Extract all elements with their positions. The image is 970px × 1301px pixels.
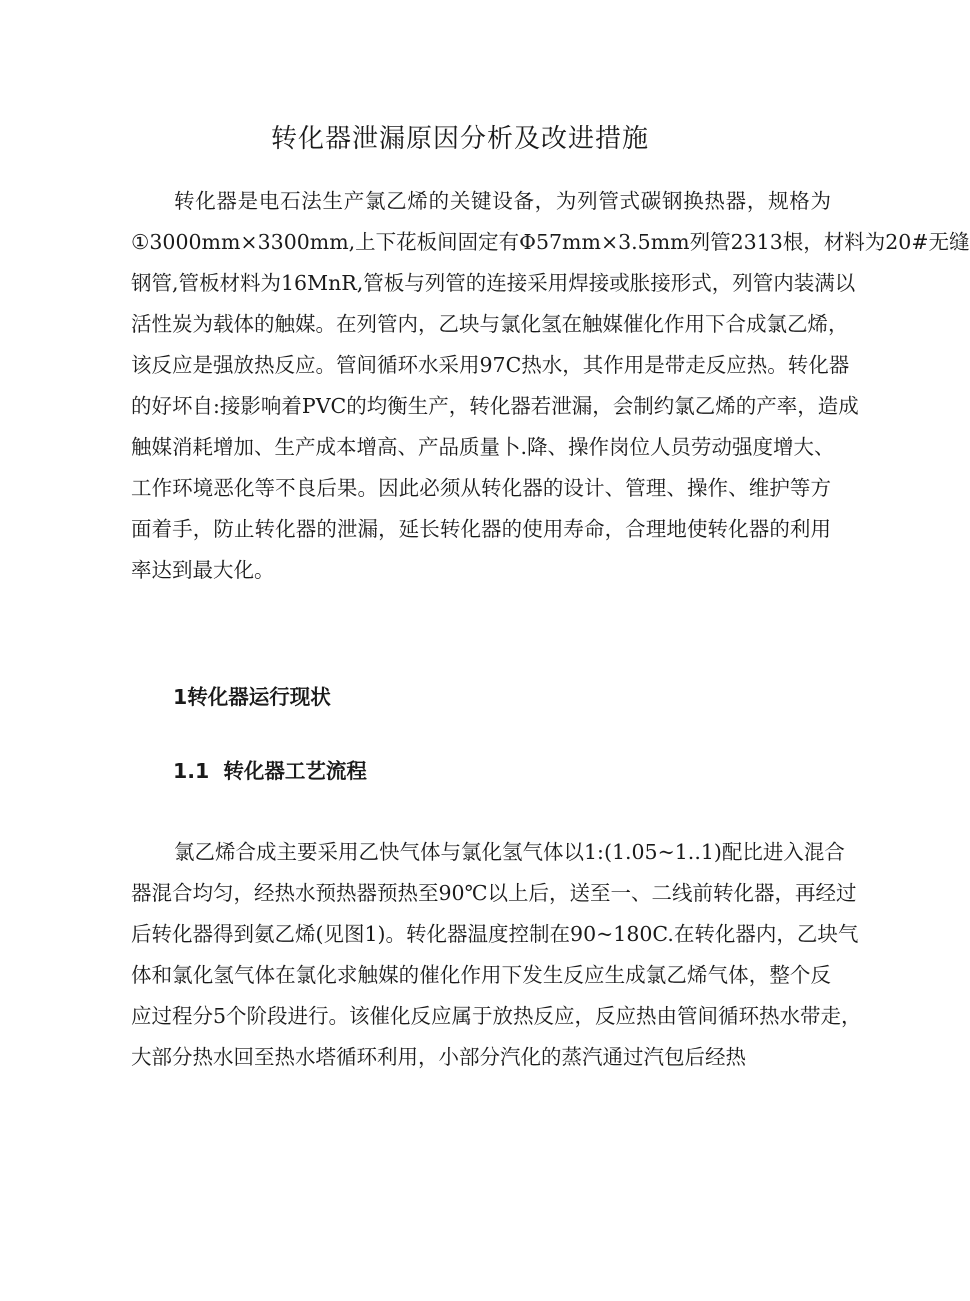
paragraph-line: 率达到最大化。 — [131, 558, 275, 582]
paragraph-line: 器混合均匀，经热水预热器预热至90℃以上后，送至一、二线前转化器，再经过 — [131, 881, 857, 905]
paragraph-line: 活性炭为载体的触媒。在列管内，乙块与氯化氢在触媒催化作用下合成氯乙烯， — [131, 312, 849, 336]
section-title: 转化器工艺流程 — [223, 759, 367, 783]
paragraph-line: 大部分热水回至热水塔循环利用，小部分汽化的蒸汽通过汽包后经热 — [131, 1045, 746, 1069]
paragraph-line: ①3000mm×3300mm,上下花板间固定有Φ57mm×3.5mm列管2313根，材料为20#无缝 — [131, 230, 970, 254]
section-number: 1.1 — [173, 759, 210, 783]
paragraph-line: 后转化器得到氨乙烯(见图1)。转化器温度控制在90~180C.在转化器内，乙块气 — [131, 922, 859, 946]
paragraph-line: 该反应是强放热反应。管间循环水采用97C热水，其作用是带走反应热。转化器 — [131, 353, 850, 377]
paragraph-line: 钢管,管板材料为16MnR,管板与列管的连接采用焊接或胀接形式，列管内装满以 — [131, 271, 856, 295]
section-heading-1-1 — [173, 754, 367, 784]
paragraph-line: 氯乙烯合成主要采用乙快气体与氯化氢气体以1:(1.05~1..1)配比进入混合 — [174, 840, 845, 864]
document-title: 转化器泄漏原因分析及改进措施 — [270, 124, 649, 154]
paragraph-line: 应过程分5个阶段进行。该催化反应属于放热反应，反应热由管间循环热水带走， — [131, 1004, 862, 1028]
process-paragraph — [131, 832, 862, 1078]
paragraph-line: 体和氯化氢气体在氯化求触媒的催化作用下发生反应生成氯乙烯气体，整个反 — [131, 963, 831, 987]
paragraph-line: 转化器是电石法生产氯乙烯的关键设备，为列管式碳钢换热器，规格为 — [174, 189, 831, 213]
intro-paragraph — [131, 181, 970, 591]
paragraph-line: 触媒消耗增加、生产成本增高、产品质量卜.降、操作岗位人员劳动强度增大、 — [131, 435, 835, 459]
paragraph-line: 的好坏自:接影响着PVC的均衡生产，转化器若泄漏，会制约氯乙烯的产率，造成 — [131, 394, 859, 418]
section-heading-1: 1转化器运行现状 — [173, 685, 331, 709]
paragraph-line: 面着手，防止转化器的泄漏，延长转化器的使用寿命，合理地使转化器的利用 — [131, 517, 831, 541]
paragraph-line: 工作环境恶化等不良后果。因此必须从转化器的设计、管理、操作、维护等方 — [131, 476, 831, 500]
